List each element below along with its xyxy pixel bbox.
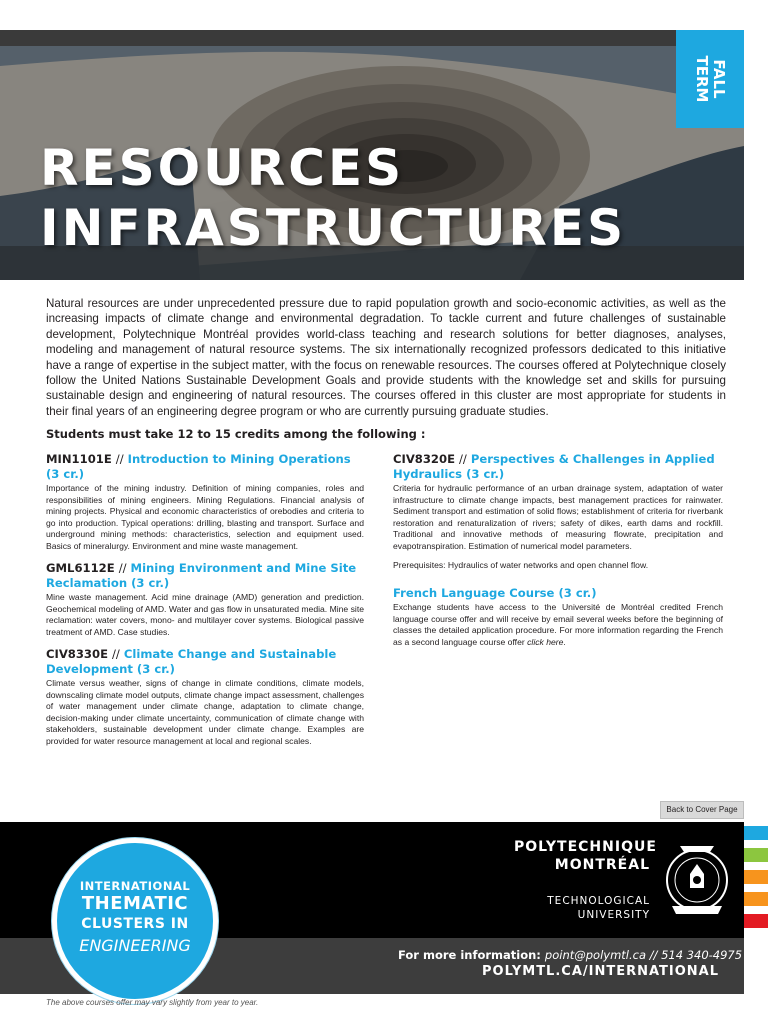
click-here-link[interactable]: click here — [527, 636, 564, 647]
page-title — [40, 138, 626, 258]
course-description: Climate versus weather, signs of change in climate conditions, climate models, downscaling climate model outputs, climate change impact assessment, challenges of water management under climate change, adaptation to climate change, decision-making under climate uncertainty, communication of climate change with stakeholders, sustainable development under climate change. Examples are provided for water resource management at local and regional scales. — [46, 678, 364, 746]
separator: // — [459, 452, 467, 466]
back-to-cover-button[interactable]: Back to Cover Page — [660, 801, 744, 819]
intro-paragraph: Natural resources are under unprecedented pressure due to rapid population growth and socio-economic activities, as well as the increasing impacts of climate change and environmental degradation. To tackle current and future challenges of sustainable development, Polytechnique Montréal provides world-class teaching and research solutions for better diagnoses, analyses, modeling and management of natural resource systems. The six internationally recognized professors dedicated to this initiative have a range of expertise in the subject matter, with the focus on renewable resources. The courses offered at Polytechnique closely follow the United Nations Sustainable Development Goals and provide students with the knowledge set and skills for pursuing sustainable design and engineering of natural resources. The courses offered in this cluster are most appropriate for students in their final years of an engineering degree program or who are currently pursuing graduate studies. — [46, 297, 726, 418]
course-code: CIV8330E — [46, 647, 108, 661]
brand-line-2: MONTRÉAL — [554, 857, 650, 873]
color-bar-red — [744, 914, 768, 928]
separator: // — [115, 452, 124, 466]
course-title: Introduction to Mining Operations (3 cr.) — [46, 452, 351, 481]
course-code: CIV8320E — [393, 452, 455, 466]
color-bar-blue — [744, 826, 768, 840]
title-line-1: RESOURCES — [40, 139, 405, 197]
more-information — [398, 948, 742, 962]
course-title: Perspectives & Challenges in Applied Hydraulics (3 cr.) — [393, 452, 715, 481]
more-info-label: For more information: — [398, 948, 541, 962]
term-badge — [676, 30, 744, 128]
color-bar-green — [744, 848, 768, 862]
separator: // — [112, 647, 120, 661]
badge-line-4: ENGINEERING — [79, 936, 191, 955]
thematic-clusters-badge — [52, 838, 218, 1004]
course-description: Mine waste management. Acid mine drainage (AMD) generation and prediction. Geochemical modeling of AMD. Water and gas flow in unsaturated media. Mine site reclamation: water covers, mono- and multilayer cover systems. Biological passive treatment of AMD. Case studies. — [46, 592, 364, 637]
sub-line-1: TECHNOLOGICAL — [547, 895, 650, 907]
brand-line-1: POLYTECHNIQUE — [514, 839, 657, 855]
course-column-left — [46, 452, 364, 756]
course-description: Importance of the mining industry. Definition of mining companies, roles and responsibilities of mining engineers. Mining Regulations. Financial analysis of mining projects. Physical and economic characteristics of orebodies and criteria to go into production. Typical operations: drilling, blasting and transport. Surface and underground mining methods: characteristics, selection and equipment used. Basics of mineralurgy. Environment and mine waste management. — [46, 483, 364, 551]
university-name — [514, 838, 657, 874]
badge-line-1: INTERNATIONAL — [79, 879, 191, 893]
course-min1101e — [46, 452, 364, 552]
color-bar-orange — [744, 870, 768, 884]
disclaimer: The above courses offer may vary slightly from year to year. — [46, 998, 259, 1007]
course-civ8320e — [393, 452, 723, 572]
title-line-2: INFRASTRUCTURES — [40, 199, 627, 257]
course-prerequisites: Prerequisites: Hydraulics of water networks and open channel flow. — [393, 560, 649, 570]
course-description — [393, 602, 723, 648]
course-title: Mining Environment and Mine Site Reclamation (3 cr.) — [46, 561, 357, 590]
course-description: Criteria for hydraulic performance of an urban drainage system, adaptation of water infrastructure to climate change impacts, best management practices for rainwater. Sediment transport and estimation of solid flows; establishment of criteria for riverbank restoration and renaturalization of rivers; safety of dikes, earth dams and rockfill. Traditional and innovative methods of measuring flowrate, precipitation and evapotranspiration. Estimation of numerical model parameters. — [393, 483, 723, 551]
separator: // — [118, 561, 127, 575]
course-gml6112e — [46, 561, 364, 638]
french-description-text: Exchange students have access to the Université de Montréal credited French language course offer and will receive by email several weeks before the beginning of classes the detailed application procedure. For more information regarding the French as a second language course offer — [393, 602, 723, 647]
contact-info[interactable]: point@polymtl.ca // 514 340-4975 — [544, 948, 743, 962]
website-link[interactable]: POLYMTL.CA/INTERNATIONAL — [482, 964, 720, 979]
course-column-right — [393, 452, 723, 657]
badge-line-2: THEMATIC — [81, 893, 189, 914]
course-code: GML6112E — [46, 561, 115, 575]
color-bars — [744, 826, 768, 936]
course-title: Climate Change and Sustainable Development (3 cr.) — [46, 647, 337, 676]
university-seal-icon — [660, 836, 734, 928]
term-line-1: FALL — [710, 59, 728, 99]
credit-requirement: Students must take 12 to 15 credits among the following : — [46, 427, 426, 441]
color-bar-orange-2 — [744, 892, 768, 906]
top-strip — [0, 30, 744, 46]
term-line-2: TERM — [693, 55, 711, 103]
french-description-end: . — [563, 636, 566, 647]
course-title: French Language Course (3 cr.) — [393, 585, 597, 600]
badge-line-3: CLUSTERS IN — [81, 916, 189, 932]
course-code: MIN1101E — [46, 452, 112, 466]
hero-image — [0, 46, 744, 280]
course-civ8330e — [46, 647, 364, 747]
course-french — [393, 586, 723, 649]
university-subtitle — [520, 894, 650, 922]
sub-line-2: UNIVERSITY — [577, 909, 650, 921]
